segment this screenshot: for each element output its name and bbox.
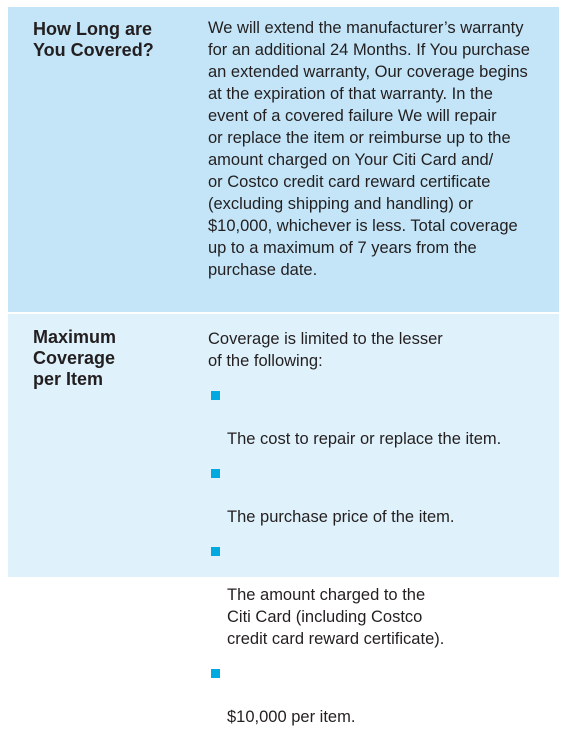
row-label-maximum-coverage: Maximum Coverage per Item xyxy=(33,327,117,389)
list-item-text: The purchase price of the item. xyxy=(227,508,455,526)
maximum-coverage-intro: Coverage is limited to the lesser of the following: xyxy=(208,330,443,370)
row-label-coverage-duration: How Long are You Covered? xyxy=(33,19,154,60)
coverage-limit-list xyxy=(208,384,548,740)
square-bullet-icon xyxy=(211,391,220,400)
coverage-duration-description: We will extend the manufacturer’s warranty for an additional 24 Months. If You purchase an extended warranty, Our coverage begins at the expiration of that warranty. In the event of a covered failure We will repair or replace the item or reimburse up to the amount charged on Your Citi Card and/ or Costco credit card reward certificate (excluding shipping and handling) or $10,000, whichever is less. Total coverage up to a maximum of 7 years from the purchase date. xyxy=(208,19,530,279)
list-item xyxy=(208,540,548,650)
maximum-coverage-row xyxy=(8,314,559,726)
list-item xyxy=(208,384,548,450)
list-item xyxy=(208,462,548,528)
list-item-text: The cost to repair or replace the item. xyxy=(227,430,502,448)
square-bullet-icon xyxy=(211,669,220,678)
square-bullet-icon xyxy=(211,469,220,478)
coverage-table xyxy=(8,7,559,726)
square-bullet-icon xyxy=(211,547,220,556)
list-item-text: The amount charged to the Citi Card (including Costco credit card reward certificate). xyxy=(227,586,445,648)
list-item xyxy=(208,662,548,728)
list-item-text: $10,000 per item. xyxy=(227,708,356,726)
coverage-duration-row xyxy=(8,7,559,312)
